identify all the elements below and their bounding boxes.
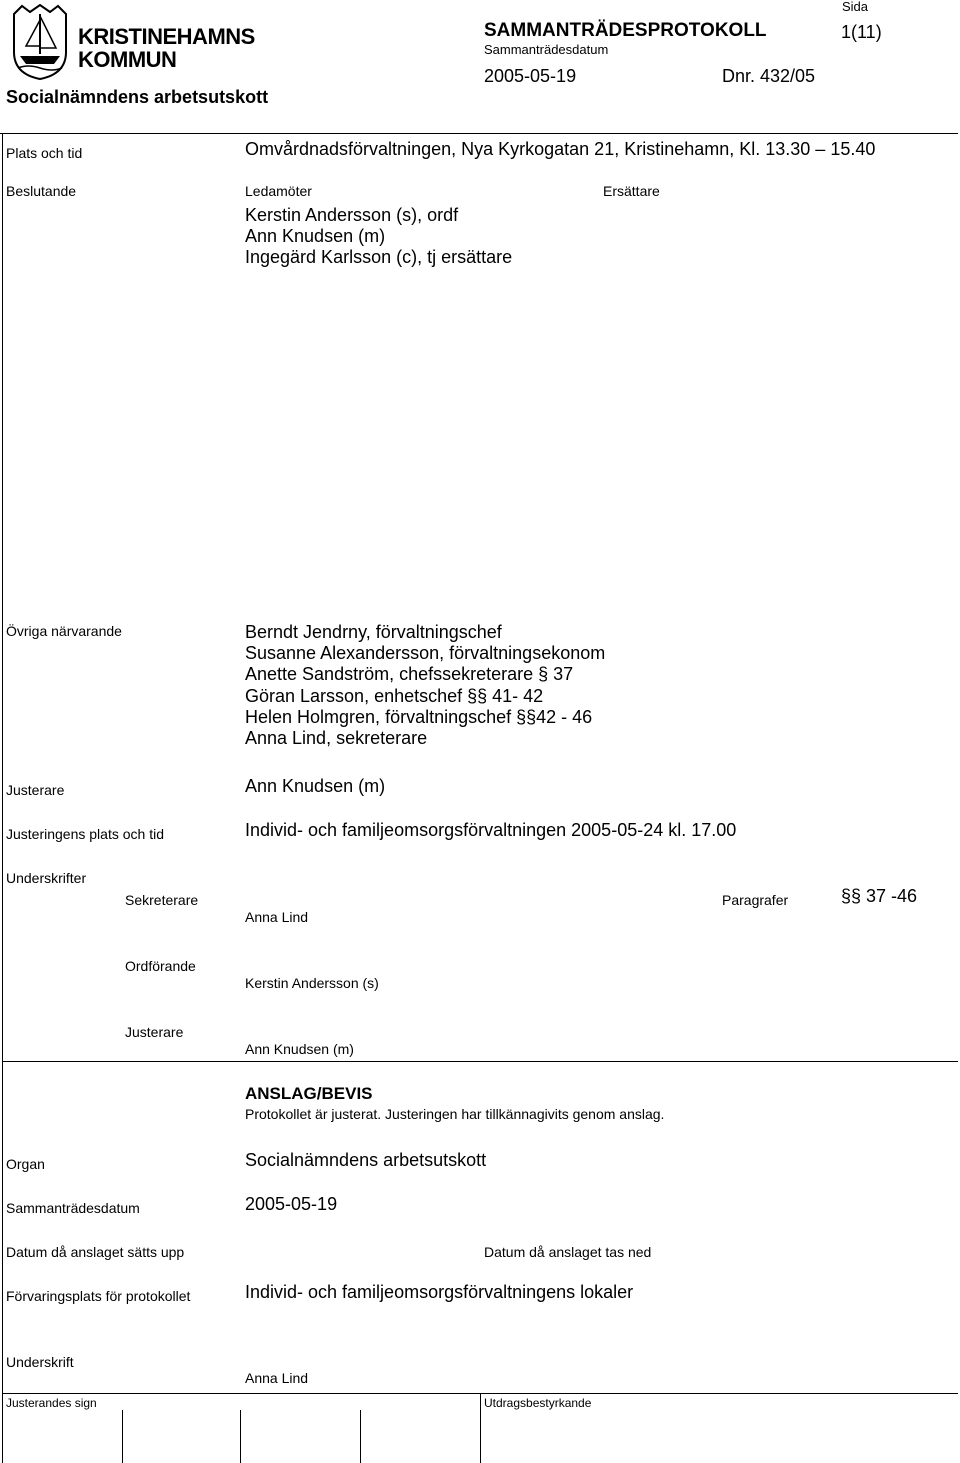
page-label: Sida: [842, 0, 869, 14]
signature-adjuster-name: Ann Knudsen (m): [245, 1041, 354, 1057]
member-item: Ingegärd Karlsson (c), tj ersättare: [245, 247, 513, 268]
place-value: Omvårdnadsförvaltningen, Nya Kyrkogatan 21, Kristinehamn, Kl. 13.30 – 15.40: [245, 139, 876, 159]
footer-separator-2: [240, 1410, 241, 1463]
removed-date-label: Datum då anslaget tas ned: [484, 1244, 652, 1260]
adjuster-value: Ann Knudsen (m): [245, 776, 386, 796]
paragraphs-value: §§ 37 -46: [841, 886, 918, 906]
notice-date-value: 2005-05-19: [245, 1194, 338, 1214]
attendee-item: Göran Larsson, enhetschef §§ 41- 42: [245, 685, 544, 706]
signature-label: Underskrift: [6, 1354, 74, 1370]
footer-separator-4: [480, 1394, 481, 1463]
municipality-logo: [12, 4, 68, 80]
committee-name: Socialnämndens arbetsutskott: [6, 87, 269, 107]
adjusters-sign-label: Justerandes sign: [6, 1396, 97, 1410]
notice-title: ANSLAG/BEVIS: [245, 1084, 373, 1103]
meeting-date: 2005-05-19: [484, 66, 577, 86]
attendee-item: Susanne Alexandersson, förvaltningsekonom: [245, 643, 606, 664]
adjuster-label: Justerare: [6, 782, 65, 798]
deciding-label: Beslutande: [6, 183, 77, 199]
certification-label: Utdragsbestyrkande: [484, 1396, 592, 1410]
member-item: Ann Knudsen (m): [245, 226, 386, 247]
attendee-item: Anette Sandström, chefssekreterare § 37: [245, 664, 574, 685]
chair-label: Ordförande: [125, 958, 196, 974]
secretary-label: Sekreterare: [125, 892, 199, 908]
header-divider: [0, 133, 958, 134]
member-item: Kerstin Andersson (s), ordf: [245, 205, 459, 225]
secretary-name: Anna Lind: [245, 909, 309, 925]
footer-separator-3: [360, 1410, 361, 1463]
signature-divider: [2, 1061, 958, 1062]
place-label: Plats och tid: [6, 145, 83, 161]
left-border: [2, 133, 3, 1463]
members-label: Ledamöter: [245, 183, 312, 199]
notice-subtitle: Protokollet är justerat. Justeringen har tillkännagivits genom anslag.: [245, 1106, 665, 1122]
meeting-date-label: Sammanträdesdatum: [484, 42, 609, 57]
attendee-item: Berndt Jendrny, förvaltningschef: [245, 622, 502, 642]
organ-value: Socialnämndens arbetsutskott: [245, 1150, 487, 1170]
substitutes-label: Ersättare: [603, 183, 660, 199]
org-name-line1: KRISTINEHAMNS: [78, 24, 255, 49]
adjust-place-label: Justeringens plats och tid: [6, 826, 164, 842]
notice-date-label: Sammanträdesdatum: [6, 1200, 140, 1216]
signature-adjuster-label: Justerare: [125, 1024, 184, 1040]
posted-date-label: Datum då anslaget sätts upp: [6, 1244, 185, 1260]
organ-label: Organ: [6, 1156, 45, 1172]
attendee-item: Anna Lind, sekreterare: [245, 728, 428, 749]
page-number: 1(11): [841, 22, 882, 42]
others-list: [245, 622, 605, 749]
paragraphs-label: Paragrafer: [722, 892, 789, 908]
adjust-place-value: Individ- och familjeomsorgsförvaltningen 2005-05-24 kl. 17.00: [245, 820, 737, 840]
document-title: SAMMANTRÄDESPROTOKOLL: [484, 20, 767, 41]
document-number: Dnr. 432/05: [722, 66, 816, 86]
storage-label: Förvaringsplats för protokollet: [6, 1288, 191, 1304]
storage-value: Individ- och familjeomsorgsförvaltningens lokaler: [245, 1282, 634, 1302]
attendee-item: Helen Holmgren, förvaltningschef §§42 - 46: [245, 706, 593, 727]
footer-separator-1: [122, 1410, 123, 1463]
others-label: Övriga närvarande: [6, 623, 122, 639]
org-name-line2: KOMMUN: [78, 47, 177, 72]
chair-name: Kerstin Andersson (s): [245, 975, 379, 991]
signature-name: Anna Lind: [245, 1370, 309, 1386]
members-list: [245, 205, 512, 269]
signatures-label: Underskrifter: [6, 870, 87, 886]
